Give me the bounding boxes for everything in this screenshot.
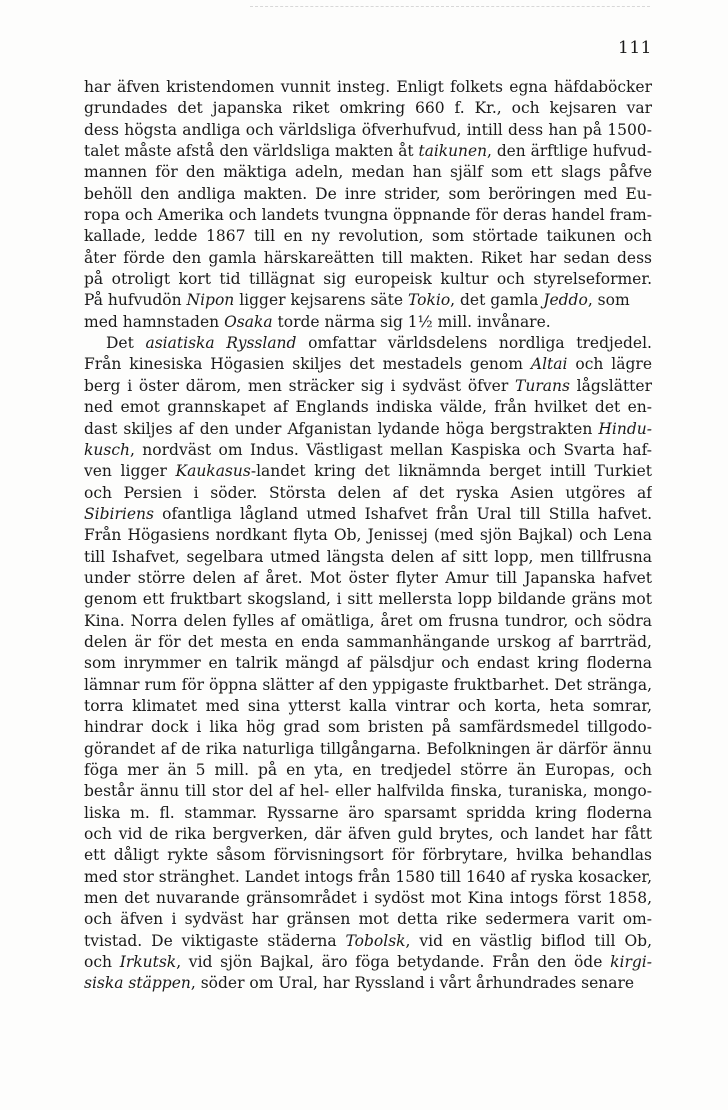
text-segment: , vid sjön Bajkal, äro föga betydande. Från den öde [176, 953, 611, 972]
text-line [84, 525, 652, 546]
text-line [84, 483, 652, 504]
text-line [84, 632, 652, 653]
text-segment: , som [587, 291, 630, 310]
text-segment: och Persien i söder. Största delen af det ryska Asien utgöres af [84, 483, 652, 502]
text-segment: ligger kejsarens säte [234, 291, 409, 310]
text-segment: -landet kring det liknämnda berget intill Turkiet [250, 462, 652, 481]
text-segment: Det [106, 334, 146, 353]
text-segment: , nordväst om Indus. Västligast mellan Kaspiska och Svarta haf- [130, 440, 652, 459]
text-segment: omfattar världsdelens nordliga tredjedel. [296, 334, 652, 353]
text-segment: på otroligt kort tid tillägnat sig europeisk kultur och styrelseformer. [84, 270, 652, 289]
text-line [84, 867, 652, 888]
text-line [84, 354, 652, 375]
text-line [84, 781, 652, 802]
text-line [84, 931, 652, 952]
body-text [84, 77, 652, 995]
text-line [84, 760, 652, 781]
text-line [84, 547, 652, 568]
text-line [84, 77, 652, 98]
italic-term: Altai [530, 355, 568, 374]
text-segment: , söder om Ural, har Ryssland i vårt århundrades senare [190, 974, 635, 993]
text-line [84, 696, 652, 717]
text-segment: ropa och Amerika och landets tvungna öppnande för deras handel fram- [84, 206, 652, 225]
text-segment: består ännu till stor del af hel- eller halfvilda finska, turaniska, mongo- [84, 782, 652, 801]
text-segment: dess högsta andliga och världsliga öfverhufvud, intill dess han på 1500- [84, 120, 652, 139]
text-line [84, 803, 652, 824]
text-segment: mannen för den mäktiga adeln, medan han själf som ett slags påfve [84, 163, 652, 182]
text-segment: under större delen af året. Mot öster flyter Amur till Japanska hafvet [84, 568, 652, 587]
text-line [84, 504, 652, 525]
text-segment: ett dåligt rykte såsom förvisningsort för förbrytare, hvilka behandlas [84, 846, 652, 865]
text-segment: , vid en västlig biflod till Ob, [405, 931, 652, 950]
text-segment: ofantliga lågland utmed Ishafvet från Ural till Stilla hafvet. [153, 504, 652, 523]
text-segment: genom ett fruktbart skogsland, i sitt mellersta lopp bildande gräns mot [84, 590, 652, 609]
text-segment: liska m. fl. stammar. Ryssarne äro sparsamt spridda kring floderna [84, 803, 652, 822]
text-segment: torra klimatet med sina ytterst kalla vintrar och korta, heta somrar, [84, 696, 652, 715]
text-segment: görandet af de rika naturliga tillgångarna. Befolkningen är därför ännu [84, 739, 652, 758]
text-segment: berg i öster därom, men sträcker sig i sydväst öfver [84, 376, 515, 395]
text-line [84, 909, 652, 930]
text-segment: och vid de rika bergverken, där äfven guld brytes, och landet har fått [84, 825, 652, 844]
text-segment: men det nuvarande gränsområdet i sydöst mot Kina intogs först 1858, [84, 889, 652, 908]
text-segment: tvistad. De viktigaste städerna [84, 931, 346, 950]
text-line [84, 973, 652, 994]
italic-term: Jeddo [543, 291, 588, 310]
text-segment: med hamnstaden [84, 312, 225, 331]
text-line [84, 333, 652, 354]
text-line [84, 226, 652, 247]
italic-term: kusch [84, 440, 130, 459]
text-segment: Från kinesiska Högasien skiljes det mestadels genom [84, 355, 531, 374]
text-line [84, 290, 652, 311]
text-segment: hindrar dock i lika hög grad som bristen på samfärdsmedel tillgodo- [84, 718, 652, 737]
text-line [84, 184, 652, 205]
text-segment: och [84, 953, 120, 972]
text-segment: , den ärftlige hufvud- [487, 142, 652, 161]
text-line [84, 845, 652, 866]
page-edge-mark [250, 6, 650, 7]
italic-term: Osaka [224, 312, 273, 331]
italic-term: Irkutsk [119, 953, 177, 972]
text-segment: till Ishafvet, segelbara utmed längsta delen af sitt lopp, men tillfrusna [84, 547, 652, 566]
text-line [84, 312, 652, 333]
text-segment: Kina. Norra delen fylles af omätliga, året om frusna tundror, och södra [84, 611, 652, 630]
text-segment: som inrymmer en talrik mängd af pälsdjur och endast kring floderna [84, 654, 652, 673]
italic-term: Kaukasus [175, 462, 251, 481]
text-line [84, 98, 652, 119]
text-segment: lågslätter [569, 376, 652, 395]
text-segment: åter förde den gamla härskareätten till makten. Riket har sedan dess [84, 248, 652, 267]
text-line [84, 675, 652, 696]
text-segment: dast skiljes af den under Afganistan lydande höga bergstrakten [84, 419, 599, 438]
italic-term: taikunen [418, 142, 488, 161]
italic-term: Sibiriens [84, 504, 154, 523]
text-line [84, 141, 652, 162]
text-segment: torde närma sig 1½ mill. invånare. [272, 312, 551, 331]
italic-term: Tobolsk [345, 931, 406, 950]
text-line [84, 568, 652, 589]
text-segment: behöll den andliga makten. De inre strider, som beröringen med Eu- [84, 184, 652, 203]
italic-term: asiatiska Ryssland [145, 334, 297, 353]
text-line [84, 120, 652, 141]
text-segment: och lägre [567, 355, 652, 374]
italic-term: Turans [515, 376, 570, 395]
text-line [84, 397, 652, 418]
italic-term: Nipon [186, 291, 235, 310]
text-segment: med stor stränghet. Landet intogs från 1580 till 1640 af ryska kosacker, [84, 867, 652, 886]
text-line [84, 888, 652, 909]
text-segment: grundades det japanska riket omkring 660 f. Kr., och kejsaren var [84, 99, 652, 118]
text-segment: lämnar rum för öppna slätter af den yppigaste fruktbarhet. Det stränga, [84, 675, 652, 694]
italic-term: Tokio [408, 291, 451, 310]
text-line [84, 205, 652, 226]
text-segment: Från Högasiens nordkant flyta Ob, Jenissej (med sjön Bajkal) och Lena [84, 526, 652, 545]
text-line [84, 162, 652, 183]
text-segment: föga mer än 5 mill. på en yta, en tredjedel större än Europas, och [84, 761, 652, 779]
text-line [84, 824, 652, 845]
text-line [84, 589, 652, 610]
text-segment: , det gamla [450, 291, 544, 310]
text-line [84, 269, 652, 290]
text-segment: ven ligger [84, 462, 176, 481]
text-segment: och äfven i sydväst har gränsen mot detta rike sedermera varit om- [84, 910, 652, 929]
text-segment: delen är för det mesta en enda sammanhängande urskog af barrträd, [84, 632, 652, 651]
page-number: 111 [618, 38, 652, 58]
text-line [84, 419, 652, 440]
text-line [84, 611, 652, 632]
text-segment: talet måste afstå den världsliga makten åt [84, 142, 419, 161]
text-segment: På hufvudön [84, 291, 187, 310]
text-line [84, 461, 652, 482]
italic-term: kirgi- [610, 953, 652, 972]
text-line [84, 653, 652, 674]
text-line [84, 248, 652, 269]
text-line [84, 440, 652, 461]
italic-term: Hindu- [598, 419, 652, 438]
italic-term: siska stäppen [84, 974, 191, 993]
text-line [84, 717, 652, 738]
text-segment: ned emot grannskapet af Englands indiska välde, från hvilket det en- [84, 398, 652, 417]
text-line [84, 739, 652, 760]
text-segment: har äfven kristendomen vunnit insteg. Enligt folkets egna häfdaböcker [84, 78, 652, 96]
text-line [84, 376, 652, 397]
text-line [84, 952, 652, 973]
text-segment: kallade, ledde 1867 till en ny revolution, som störtade taikunen och [84, 227, 652, 246]
